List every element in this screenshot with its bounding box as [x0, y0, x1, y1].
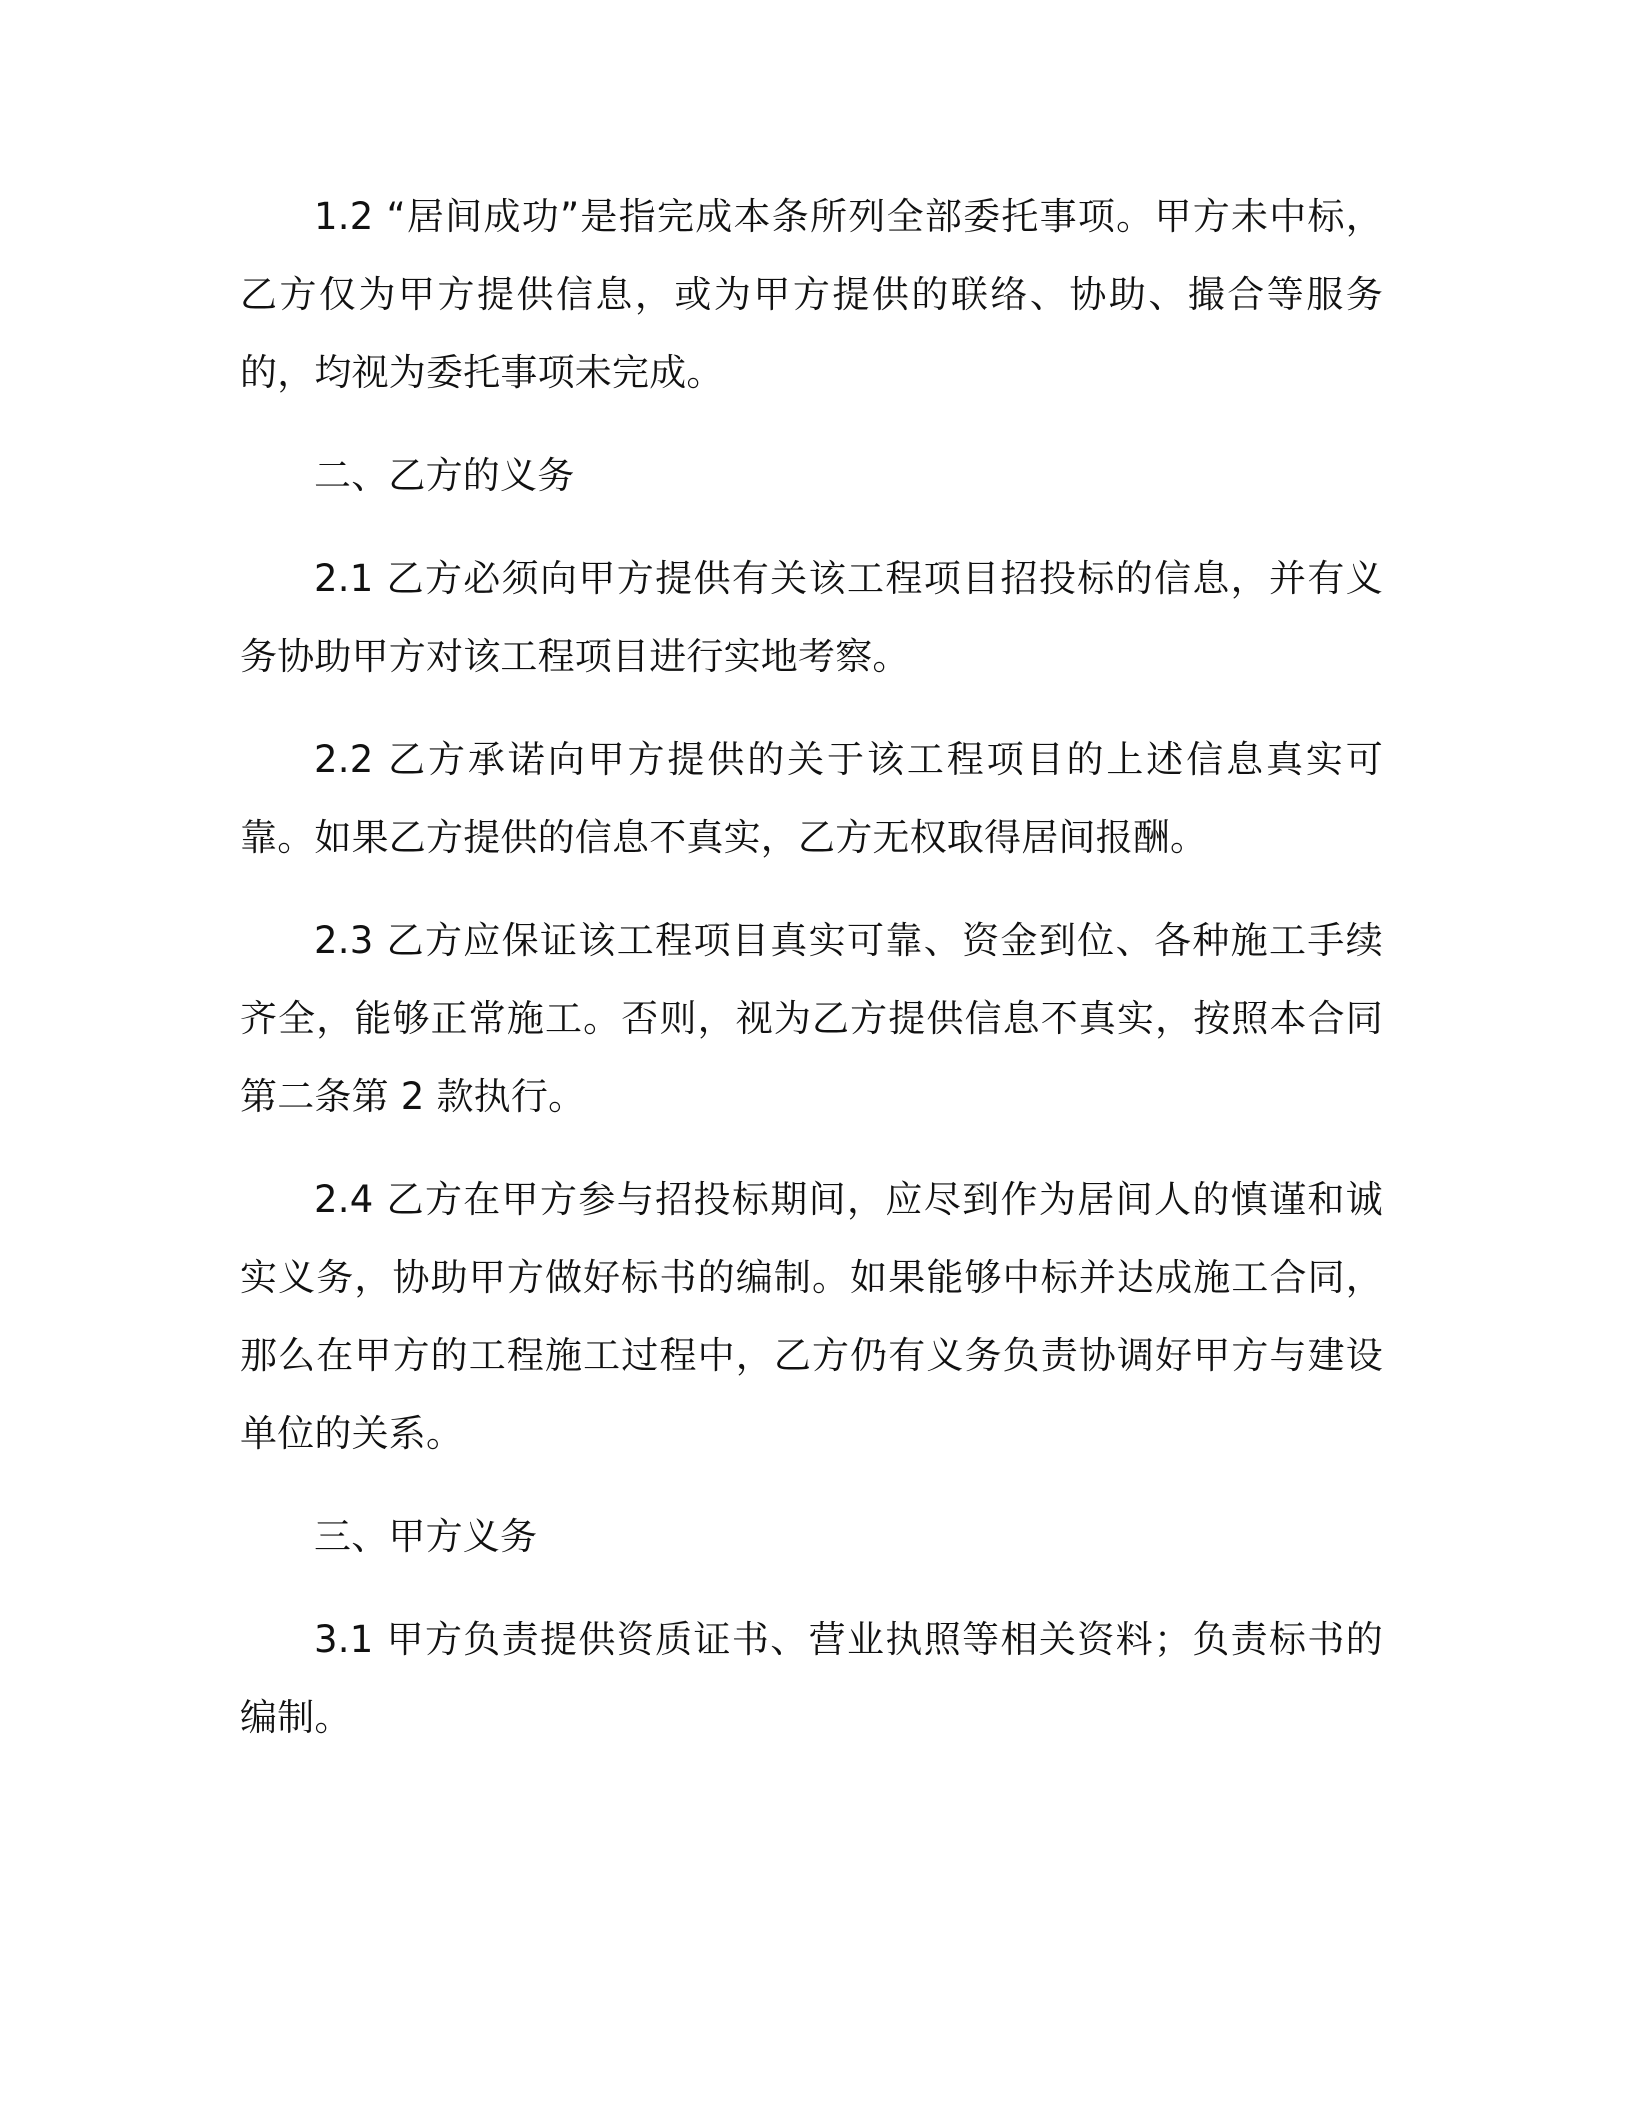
clause-2-1: 2.1 乙方必须向甲方提供有关该工程项目招投标的信息，并有义务协助甲方对该工程项目进行实地考察。 — [240, 557, 1383, 678]
clause-2-2: 2.2 乙方承诺向甲方提供的关于该工程项目的上述信息真实可靠。如果乙方提供的信息不真实，乙方无权取得居间报酬。 — [240, 738, 1383, 859]
clause-2-3: 2.3 乙方应保证该工程项目真实可靠、资金到位、各种施工手续齐全，能够正常施工。否则，视为乙方提供信息不真实，按照本合同第二条第 2 款执行。 — [240, 919, 1383, 1118]
section-heading-3: 三、甲方义务 — [314, 1515, 538, 1558]
document-body — [240, 178, 1383, 1782]
section-heading-2: 二、乙方的义务 — [314, 454, 575, 497]
clause-2-4: 2.4 乙方在甲方参与招投标期间，应尽到作为居间人的慎谨和诚实义务，协助甲方做好标书的编制。如果能够中标并达成施工合同，那么在甲方的工程施工过程中，乙方仍有义务负责协调好甲方与建设单位的关系。 — [240, 1178, 1383, 1455]
clause-1-2: 1.2 “居间成功”是指完成本条所列全部委托事项。甲方未中标，乙方仅为甲方提供信息，或为甲方提供的联络、协助、撮合等服务的，均视为委托事项未完成。 — [240, 195, 1383, 394]
clause-3-1: 3.1 甲方负责提供资质证书、营业执照等相关资料；负责标书的编制。 — [240, 1618, 1383, 1739]
